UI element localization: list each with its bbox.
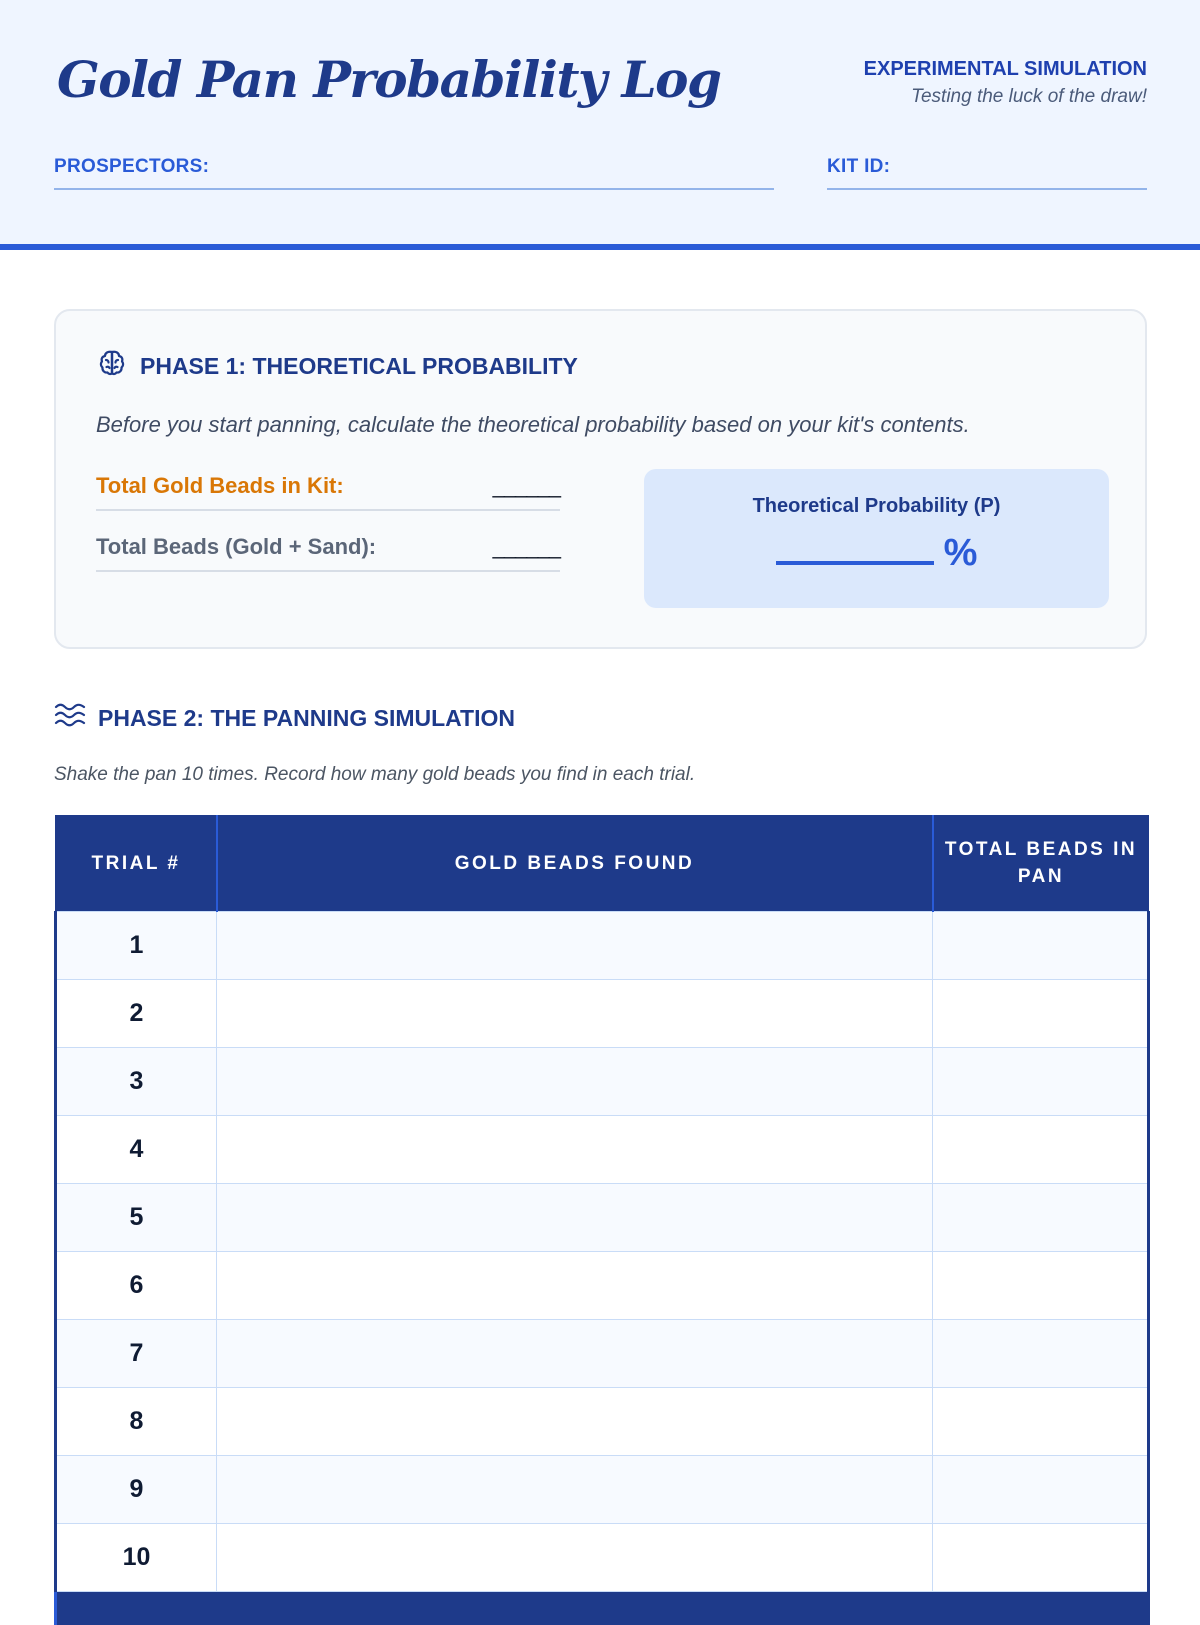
experiment-subtitle: Testing the luck of the draw!: [911, 86, 1147, 107]
total-beads-field[interactable]: [96, 532, 560, 572]
probability-title: Theoretical Probability (P): [752, 495, 1001, 517]
table-row: [56, 1184, 1149, 1252]
probability-value: [644, 531, 1109, 575]
total-beads-cell[interactable]: [933, 1252, 1149, 1320]
total-beads-label: Total Beads (Gold + Sand):: [96, 534, 377, 559]
gold-beads-found-cell[interactable]: [217, 1320, 933, 1388]
gold-beads-found-cell[interactable]: [217, 912, 933, 980]
gold-beads-found-cell[interactable]: [217, 980, 933, 1048]
table-row: [56, 1116, 1149, 1184]
phase1-title: PHASE 1: THEORETICAL PROBABILITY: [140, 352, 578, 379]
trial-number-cell: 9: [56, 1456, 217, 1524]
gold-beads-label: Total Gold Beads in Kit:: [96, 473, 344, 498]
trial-number-cell: 1: [56, 912, 217, 980]
page-title: Gold Pan Probability Log: [57, 50, 721, 109]
gold-beads-blank[interactable]: ______: [492, 473, 560, 498]
trial-number-cell: 8: [56, 1388, 217, 1456]
table-row: [56, 1048, 1149, 1116]
trial-number-cell: 2: [56, 980, 217, 1048]
total-beads-cell[interactable]: [933, 1456, 1149, 1524]
page-header: [0, 0, 1200, 250]
brain-icon: [96, 347, 128, 385]
gold-beads-found-cell[interactable]: [217, 1456, 933, 1524]
table-row: [56, 1388, 1149, 1456]
phase2-heading: [54, 702, 515, 734]
probability-blank[interactable]: [776, 531, 934, 565]
table-row: [56, 1320, 1149, 1388]
gold-beads-found-cell[interactable]: [217, 1524, 933, 1592]
gold-beads-found-cell[interactable]: [217, 1388, 933, 1456]
table-row: [56, 1524, 1149, 1592]
total-beads-cell[interactable]: [933, 1184, 1149, 1252]
prospectors-field[interactable]: [54, 156, 774, 190]
prospectors-label: PROSPECTORS:: [54, 156, 210, 177]
phase1-instructions: Before you start panning, calculate the theoretical probability based on your kit's contents.: [96, 412, 970, 437]
kit-id-field[interactable]: [827, 156, 1147, 190]
table-row: [56, 912, 1149, 980]
trial-number-cell: 4: [56, 1116, 217, 1184]
table-footer-cell: [933, 1592, 1149, 1625]
trial-number-cell: 7: [56, 1320, 217, 1388]
table-row: [56, 980, 1149, 1048]
trial-number-cell: 5: [56, 1184, 217, 1252]
trial-number-cell: 6: [56, 1252, 217, 1320]
table-footer-cell: [56, 1592, 217, 1625]
table-row: [56, 1252, 1149, 1320]
gold-beads-found-cell[interactable]: [217, 1116, 933, 1184]
kit-id-label: KIT ID:: [827, 156, 891, 177]
experiment-badge: EXPERIMENTAL SIMULATION: [863, 58, 1147, 80]
trial-number-cell: 3: [56, 1048, 217, 1116]
table-header-row: [56, 815, 1149, 912]
trials-table: [54, 815, 1150, 1625]
total-beads-blank[interactable]: ______: [492, 534, 560, 559]
gold-beads-found-header: GOLD BEADS FOUND: [217, 815, 933, 912]
total-beads-cell[interactable]: [933, 1320, 1149, 1388]
gold-beads-found-cell[interactable]: [217, 1048, 933, 1116]
phase2-instructions: Shake the pan 10 times. Record how many gold beads you find in each trial.: [54, 764, 696, 785]
gold-beads-field[interactable]: [96, 471, 560, 511]
total-beads-cell[interactable]: [933, 912, 1149, 980]
gold-beads-found-cell[interactable]: [217, 1252, 933, 1320]
waves-icon: [54, 702, 86, 734]
percent-symbol: %: [943, 532, 978, 574]
total-beads-cell[interactable]: [933, 1048, 1149, 1116]
gold-beads-found-cell[interactable]: [217, 1184, 933, 1252]
phase1-heading: [96, 347, 578, 385]
phase2-title: PHASE 2: THE PANNING SIMULATION: [98, 704, 515, 731]
phase1-card: [54, 309, 1147, 649]
total-beads-header: TOTAL BEADS IN PAN: [933, 815, 1149, 912]
total-beads-cell[interactable]: [933, 980, 1149, 1048]
table-footer-cell: [217, 1592, 933, 1625]
total-beads-cell[interactable]: [933, 1524, 1149, 1592]
trial-number-cell: 10: [56, 1524, 217, 1592]
total-beads-cell[interactable]: [933, 1388, 1149, 1456]
table-row: [56, 1456, 1149, 1524]
table-footer-row: [56, 1592, 1149, 1625]
total-beads-cell[interactable]: [933, 1116, 1149, 1184]
theoretical-probability-box: [644, 469, 1109, 608]
trial-number-header: TRIAL #: [56, 815, 217, 912]
